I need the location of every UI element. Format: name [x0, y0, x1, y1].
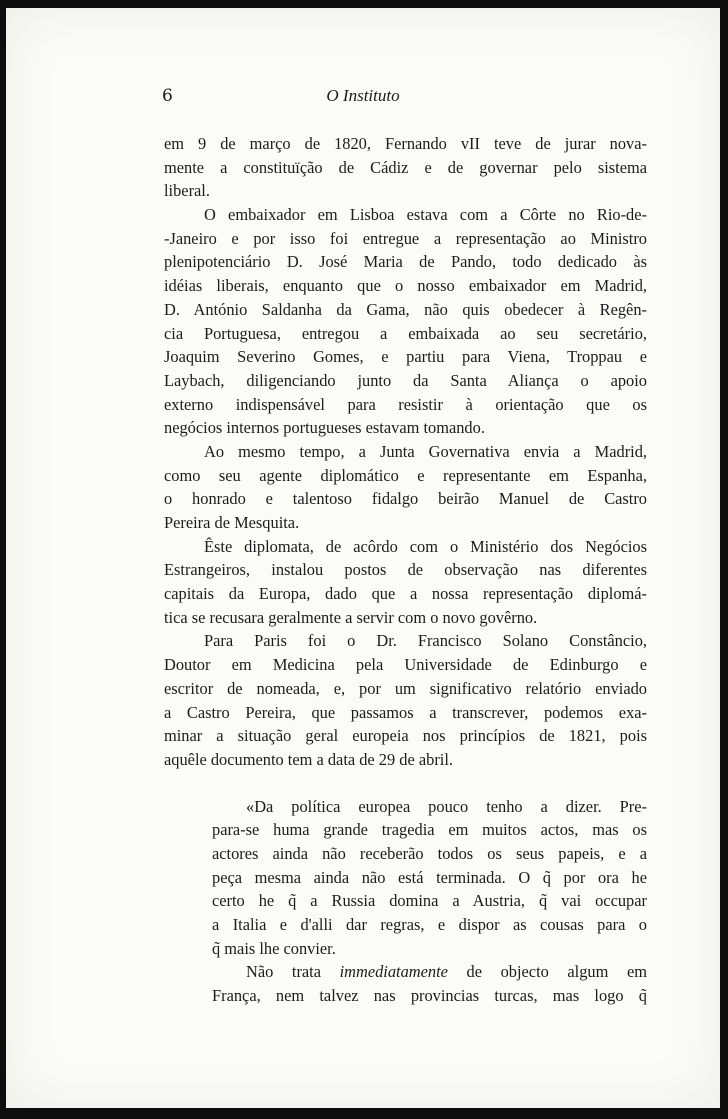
text-line: «Da política europea pouco tenho a dizer. Pre- — [246, 796, 647, 816]
text-line: a Italia e d'alli dar regras, e dispor as cousas para o — [212, 915, 647, 934]
text-line: o honrado e talentoso fidalgo beirão Manuel de Castro — [164, 489, 647, 509]
text-fragment: Não trata — [246, 962, 340, 982]
text-line: mente a constituïção de Cádiz e de governar pelo sistema — [164, 157, 647, 177]
quote-paragraph-2 — [164, 960, 647, 1007]
section-gap — [164, 772, 647, 795]
quote-paragraph-1 — [164, 795, 647, 961]
text-line — [164, 960, 647, 984]
text-line: plenipotenciário D. José Maria de Pando, todo dedicado às — [164, 252, 647, 272]
text-line: peça mesma ainda não está terminada. O q̃ por ora he — [212, 867, 647, 887]
page-number: 6 — [162, 86, 173, 106]
text-line: negócios internos portugueses estavam tomando. — [164, 418, 485, 438]
paragraph-5 — [164, 629, 647, 771]
text-line: q̃ mais lhe convier. — [212, 938, 336, 958]
text-line: Pereira de Mesquita. — [164, 513, 300, 532]
body-text — [164, 132, 647, 1008]
text-line: actores ainda não receberão todos os seus papeis, e a — [212, 843, 647, 863]
text-line: para-se huma grande tragedia em muitos actos, mas os — [212, 820, 647, 840]
paragraph-2 — [164, 203, 647, 440]
text-line: Doutor em Medicina pela Universidade de Edinburgo e — [164, 655, 647, 675]
text-line: cia Portuguesa, entregou a embaixada ao seu secretário, — [164, 323, 647, 343]
paragraph-3 — [164, 440, 647, 535]
text-line: aquêle documento tem a data de 29 de abril. — [164, 749, 453, 769]
text-line: como seu agente diplomático e representante em Espanha, — [164, 465, 647, 485]
text-line: Laybach, diligenciando junto da Santa Aliança o apoio — [164, 370, 647, 390]
text-line: Êste diplomata, de acôrdo com o Ministério dos Negócios — [204, 536, 647, 556]
running-title: O Instituto — [326, 86, 400, 105]
text-line: -Janeiro e por isso foi entregue a representação ao Ministro — [164, 228, 647, 248]
paragraph-1 — [164, 132, 647, 203]
text-line: liberal. — [164, 181, 210, 201]
text-line: certo he q̃ a Russia domina a Austria, q̃ vai occupar — [212, 891, 647, 911]
text-line: externo indispensável para resistir à orientação que os — [164, 394, 647, 414]
text-line: idéias liberais, enquanto que o nosso embaixador em Madrid, — [164, 276, 647, 296]
book-page — [6, 8, 720, 1108]
text-line: escritor de nomeada, e, por um significativo relatório enviado — [164, 678, 647, 698]
emphasis: immediatamente — [339, 962, 448, 982]
text-line: O embaixador em Lisboa estava com a Côrte no Rio-de- — [204, 205, 647, 225]
text-line: a Castro Pereira, que passamos a transcrever, podemos exa- — [164, 702, 647, 722]
text-line: França, nem talvez nas provincias turcas, mas logo q̃ — [212, 986, 647, 1006]
paragraph-4 — [164, 535, 647, 630]
text-line: minar a situação geral europeia nos princípios de 1821, pois — [164, 726, 647, 746]
text-line: capitais da Europa, dado que a nossa representação diplomá- — [164, 584, 647, 604]
text-line: Estrangeiros, instalou postos de observação nas diferentes — [164, 560, 647, 580]
text-line: tica se recusara geralmente a servir com o novo govêrno. — [164, 607, 538, 627]
text-line: em 9 de março de 1820, Fernando vII teve de jurar nova- — [164, 134, 647, 153]
page-header — [6, 86, 720, 110]
text-fragment: de objecto algum em — [447, 962, 647, 982]
text-line: Para Paris foi o Dr. Francisco Solano Constâncio, — [204, 631, 647, 651]
quoted-letter — [164, 795, 647, 1008]
text-line: Joaquim Severino Gomes, e partiu para Viena, Troppau e — [164, 347, 647, 367]
text-line: D. António Saldanha da Gama, não quis obedecer à Regên- — [164, 299, 647, 319]
text-line: Ao mesmo tempo, a Junta Governativa envia a Madrid, — [204, 441, 647, 461]
